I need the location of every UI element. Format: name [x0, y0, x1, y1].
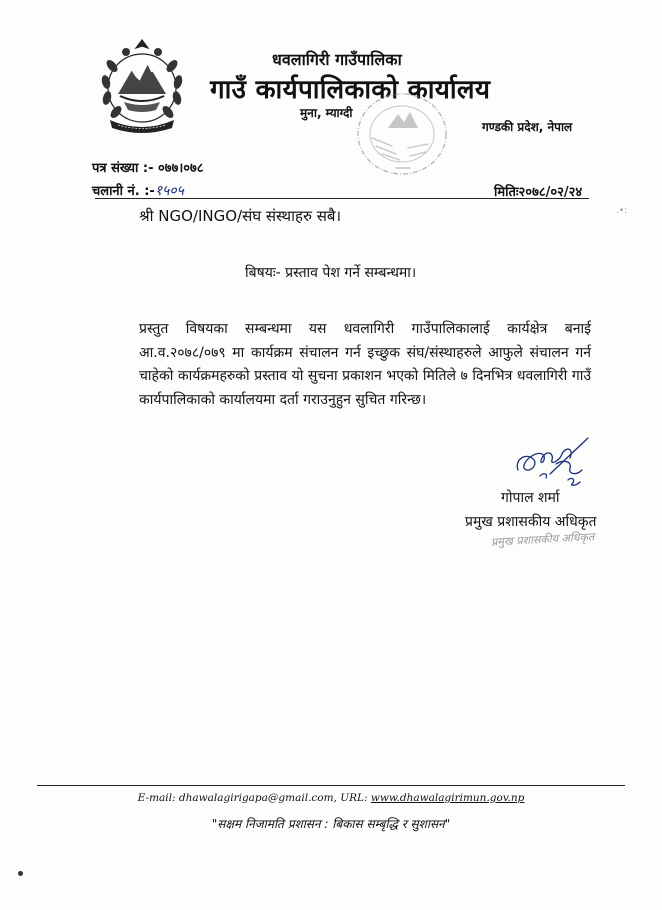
url-label: , URL:: [333, 792, 371, 804]
government-emblem-icon: [96, 36, 188, 136]
signer-name: गोपाल शर्मा: [501, 490, 560, 506]
date-value: २०७८/०२/२४: [518, 185, 583, 200]
scan-speck: [18, 871, 23, 876]
office-name: धवलागिरी गाउँपालिका: [272, 50, 402, 69]
footer-divider: [37, 785, 625, 786]
letter-number: [92, 158, 204, 176]
letter-body: प्रस्तुत विषयका सम्बन्धमा यस धवलागिरी गाउँपालिकालाई कार्यक्षेत्र बनाई आ.व.२०७८/०७९ मा कार्यक्रम संचालन गर्न इच्छुक संघ/संस्थाहरुले आफुले संचालन गर्न चाहेको कार्यक्रमहरुको प्रस्ताव यो सुचना प्रकाशन भएको मितिले ७ दिनभित्र धवलागिरी गाउँ कार्यपालिकाको कार्यालयमा दर्ता गराउनुहुन सुचित गरिन्छ।: [139, 321, 591, 408]
signature-icon: [510, 430, 600, 492]
dispatch-number-label: चलानी नं. :-: [92, 184, 155, 199]
email-label: E-mail:: [137, 792, 179, 804]
date-label: मितिः: [494, 185, 519, 200]
province-label: गण्डकी प्रदेश, नेपाल: [482, 120, 573, 134]
office-address: मुना, म्याग्दी: [300, 106, 353, 120]
signer-title: प्रमुख प्रशासकीय अधिकृत: [465, 514, 597, 530]
email-address: dhawalagirigapa@gmail.com: [178, 792, 334, 804]
header-divider: [95, 198, 589, 199]
letter-number-value: ०७७।०७८: [158, 161, 204, 176]
letter-number-label: पत्र संख्या :-: [92, 161, 159, 176]
office-stamp-icon: [352, 88, 452, 180]
subject-line: बिषयः- प्रस्ताव पेश गर्ने सम्बन्धमा।: [245, 265, 417, 281]
motto: "सक्षम निजामति प्रशासन : बिकास सम्बृद्धि र सुशासन": [211, 817, 451, 831]
margin-smudge: .•:: [616, 206, 628, 216]
addressee: श्री NGO/INGO/संघ संस्थाहरु सबै।: [139, 207, 342, 225]
contact-line: [0, 792, 662, 804]
office-title: गाउँ कार्यपालिकाको कार्यालय: [210, 75, 491, 105]
dispatch-number-value: १५०५: [154, 183, 184, 199]
designation-seal: प्रमुख प्रशासकीय अधिकृत: [490, 530, 595, 549]
website-link[interactable]: www.dhawalagirimun.gov.np: [370, 792, 525, 804]
